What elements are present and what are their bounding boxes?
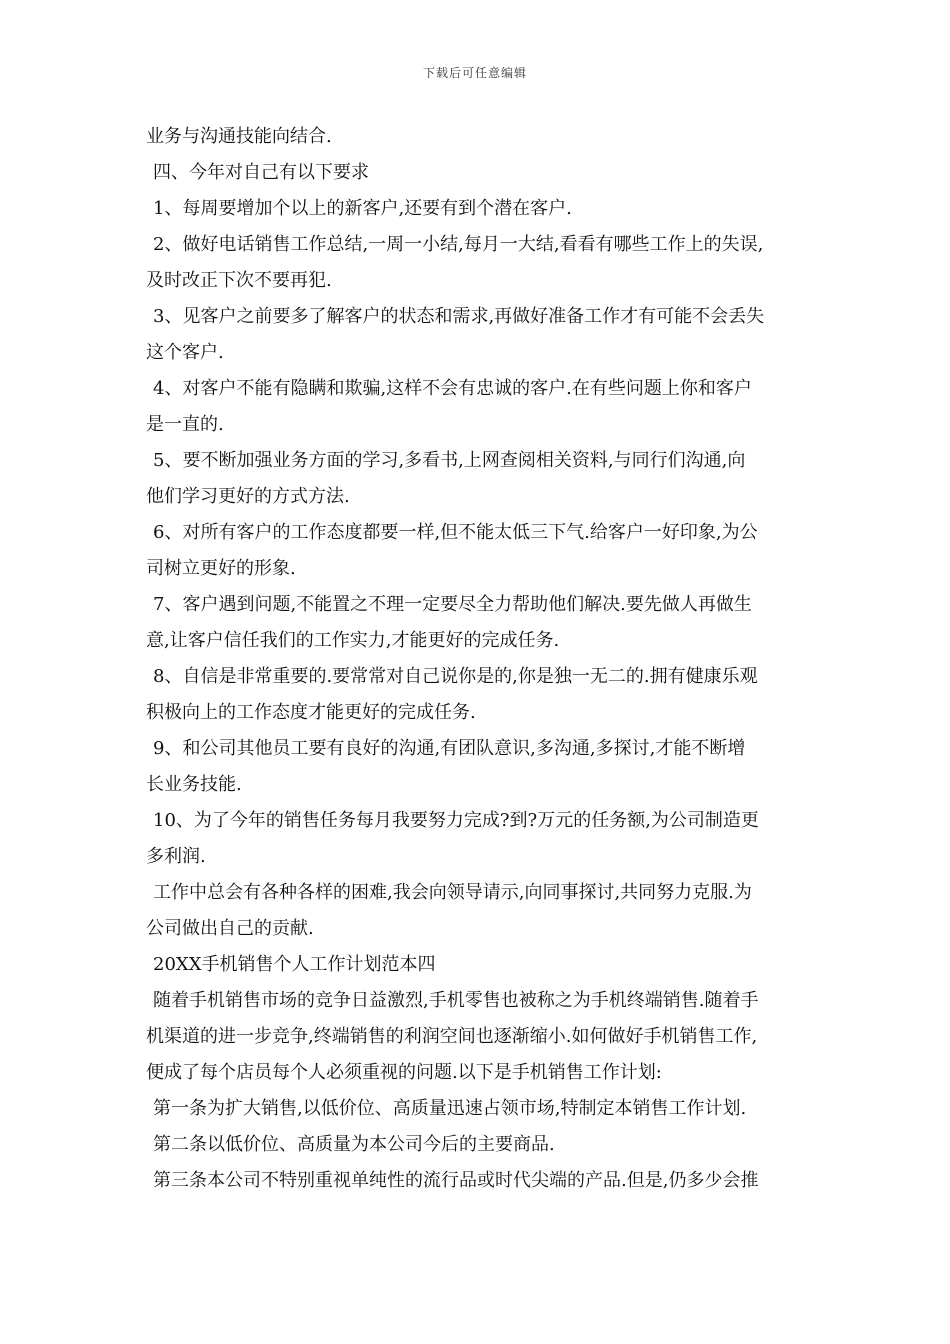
text-line: 第一条为扩大销售,以低价位、高质量迅速占领市场,特制定本销售工作计划. [153,1098,747,1119]
text-line: 四、今年对自己有以下要求 [153,162,369,183]
text-line: 及时改正下次不要再犯. [146,270,332,291]
text-line: 公司做出自己的贡献. [146,918,314,939]
text-line: 便成了每个店员每个人必须重视的问题.以下是手机销售工作计划: [146,1062,662,1083]
text-line: 长业务技能. [146,774,242,795]
page-header: 下载后可任意编辑 [422,66,527,80]
text-line: 20XX手机销售个人工作计划范本四 [153,954,436,975]
text-line: 是一直的. [146,414,224,435]
text-line: 司树立更好的形象. [146,558,296,579]
text-line: 第三条本公司不特别重视单纯性的流行品或时代尖端的产品.但是,仍多少会推 [153,1170,759,1191]
text-line: 积极向上的工作态度才能更好的完成任务. [146,702,476,723]
text-line: 多利润. [146,846,206,867]
text-line: 业务与沟通技能向结合. [146,126,332,147]
document-body [146,119,810,1199]
text-line: 9、和公司其他员工要有良好的沟通,有团队意识,多沟通,多探讨,才能不断增 [153,738,746,759]
text-line: 4、对客户不能有隐瞒和欺骗,这样不会有忠诚的客户.在有些问题上你和客户 [153,378,752,399]
text-line: 2、做好电话销售工作总结,一周一小结,每月一大结,看看有哪些工作上的失误, [153,234,764,255]
text-line: 10、为了今年的销售任务每月我要努力完成?到?万元的任务额,为公司制造更 [153,810,759,831]
text-line: 1、每周要增加个以上的新客户,还要有到个潜在客户. [153,198,572,219]
text-line: 工作中总会有各种各样的困难,我会向领导请示,向同事探讨,共同努力克服.为 [153,882,752,903]
text-line: 他们学习更好的方式方法. [146,486,350,507]
text-line: 8、自信是非常重要的.要常常对自己说你是的,你是独一无二的.拥有健康乐观 [153,666,758,687]
text-line: 3、见客户之前要多了解客户的状态和需求,再做好准备工作才有可能不会丢失 [153,306,765,327]
text-line: 机渠道的进一步竞争,终端销售的利润空间也逐渐缩小.如何做好手机销售工作, [146,1026,758,1047]
text-line: 7、客户遇到问题,不能置之不理一定要尽全力帮助他们解决.要先做人再做生 [153,594,752,615]
text-line: 随着手机销售市场的竞争日益激烈,手机零售也被称之为手机终端销售.随着手 [153,990,759,1011]
text-line: 5、要不断加强业务方面的学习,多看书,上网查阅相关资料,与同行们沟通,向 [153,450,746,471]
text-line: 6、对所有客户的工作态度都要一样,但不能太低三下气.给客户一好印象,为公 [153,522,758,543]
text-line: 这个客户. [146,342,224,363]
text-line: 意,让客户信任我们的工作实力,才能更好的完成任务. [146,630,560,651]
text-line: 第二条以低价位、高质量为本公司今后的主要商品. [153,1134,555,1155]
